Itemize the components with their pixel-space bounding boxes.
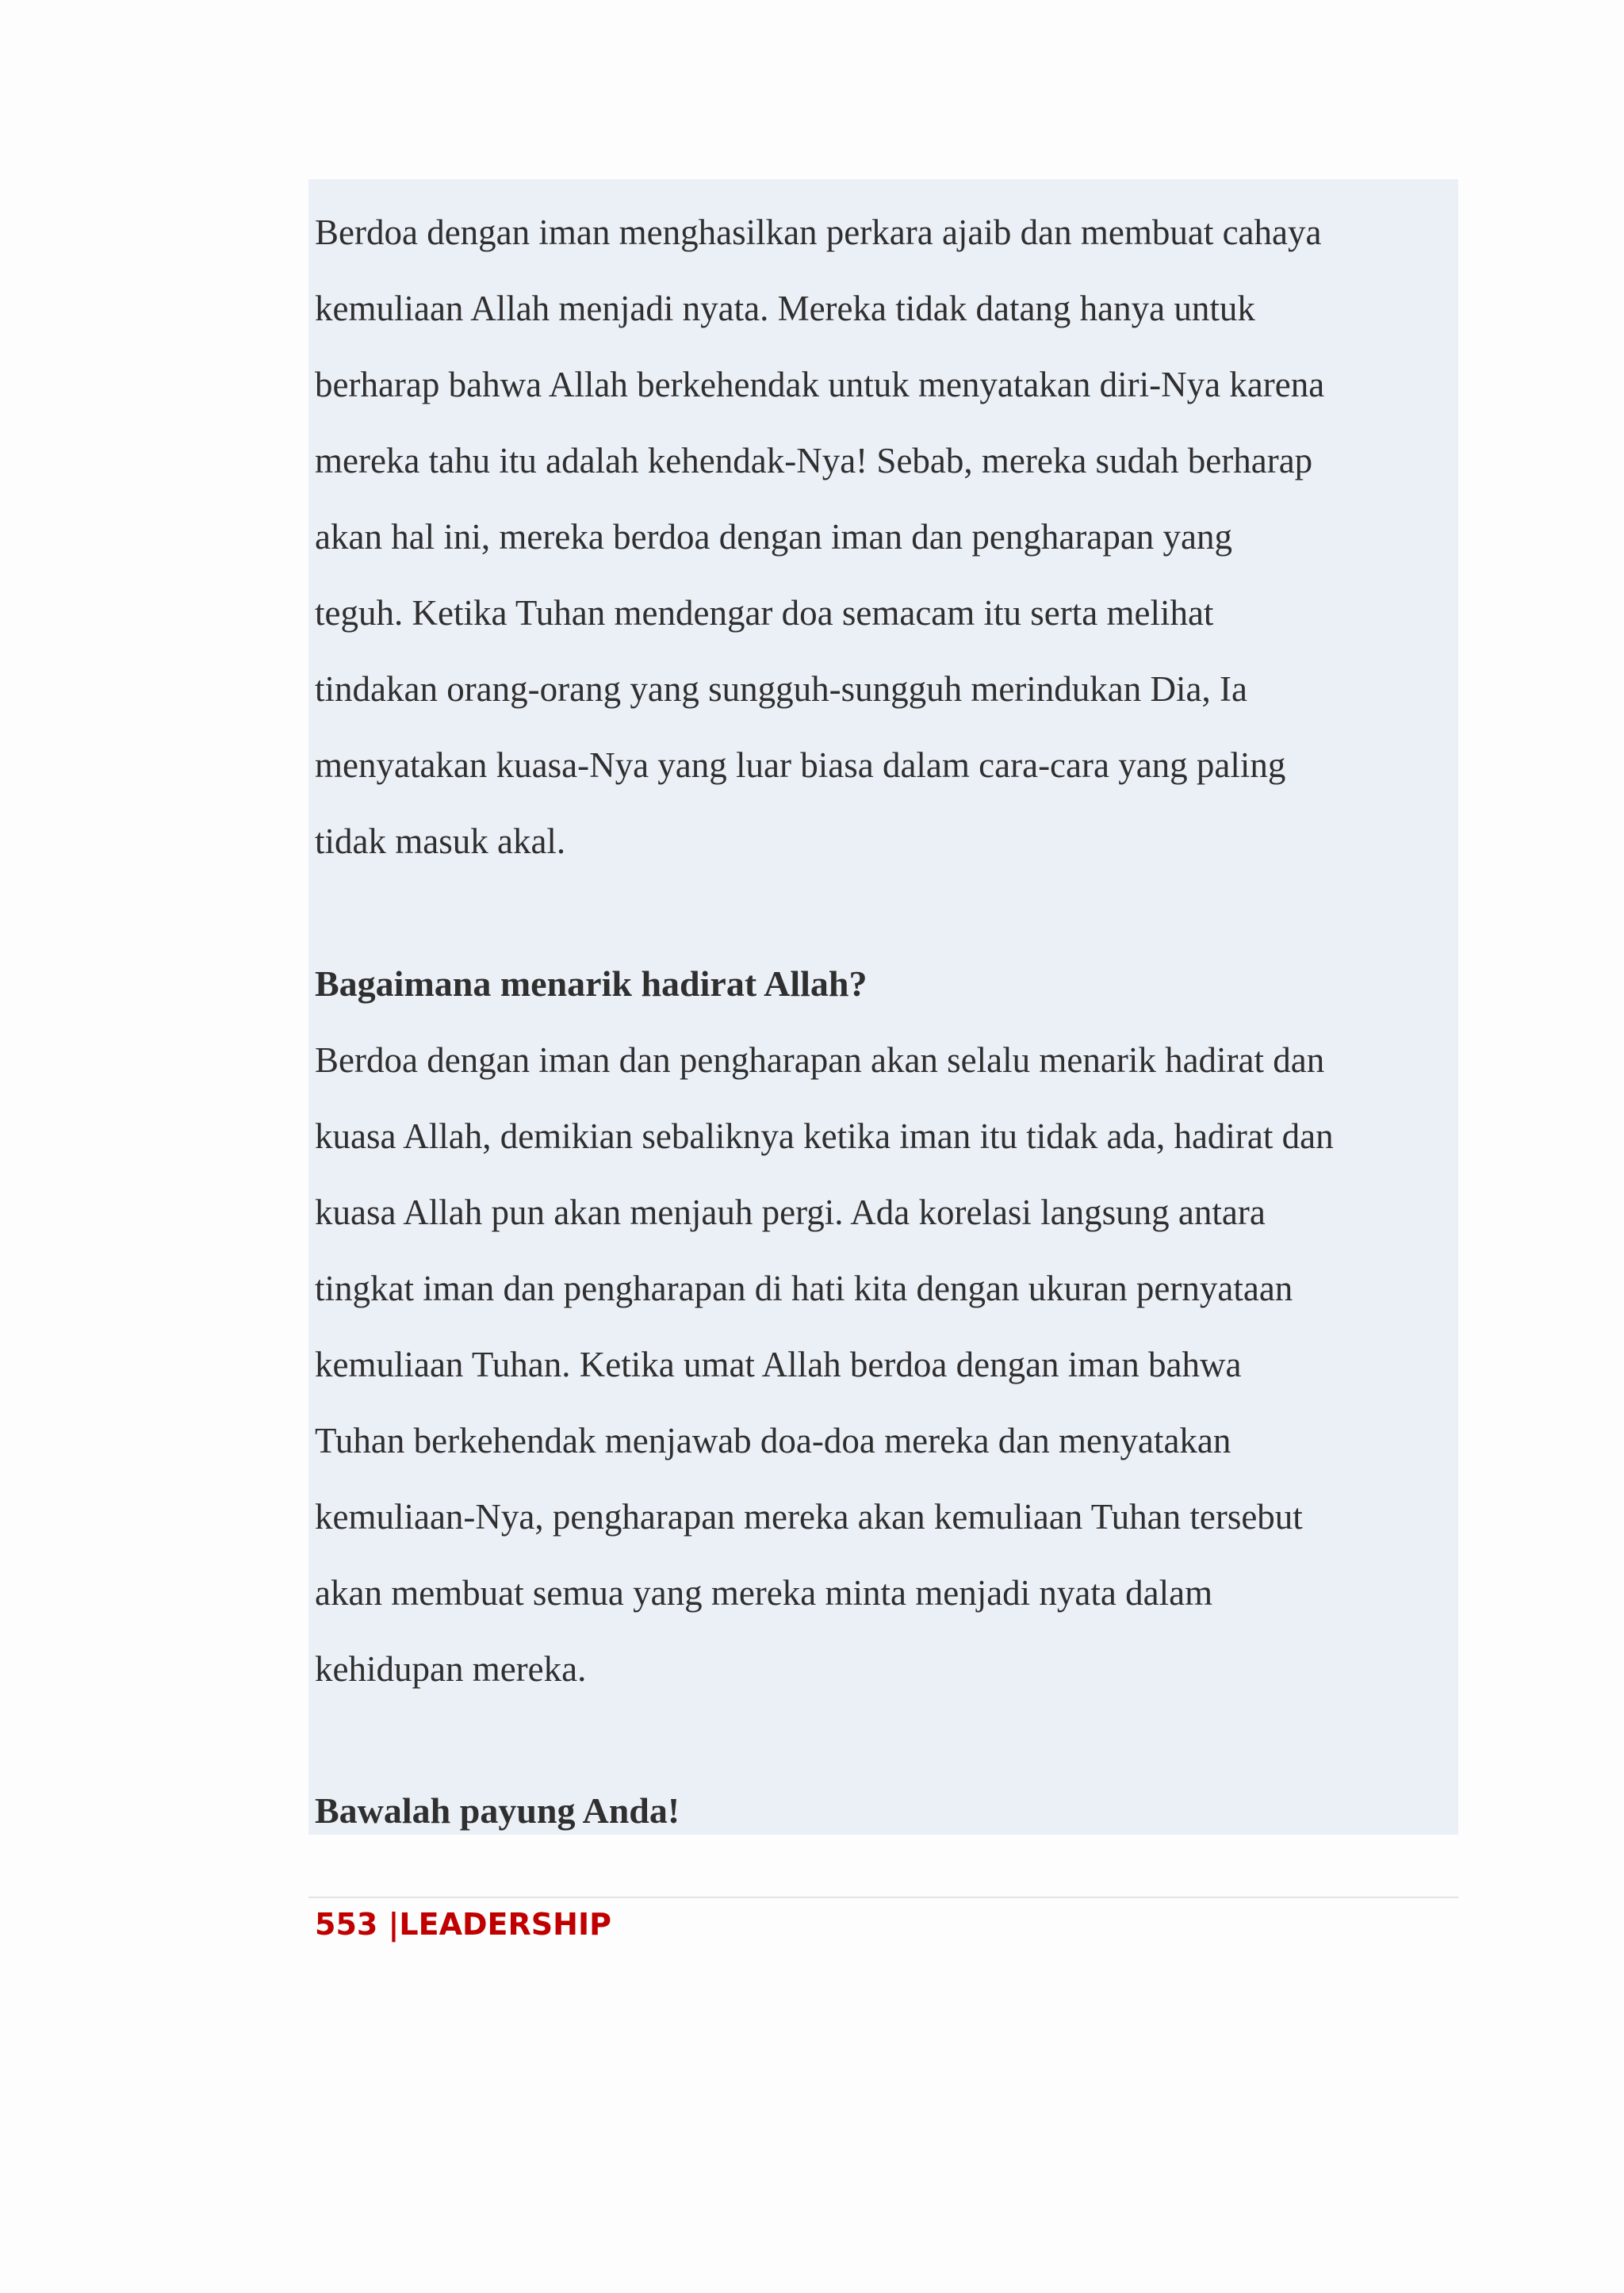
paragraph-line: kehidupan mereka. (315, 1649, 587, 1689)
paragraph-line: Berdoa dengan iman dan pengharapan akan selalu menarik hadirat dan (315, 1040, 1325, 1080)
paragraph-2 (315, 1022, 1334, 1707)
paragraph-line: kemuliaan-Nya, pengharapan mereka akan kemuliaan Tuhan tersebut (315, 1497, 1303, 1537)
paragraph-line: berharap bahwa Allah berkehendak untuk menyatakan diri-Nya karena (315, 365, 1325, 404)
paragraph-line: mereka tahu itu adalah kehendak-Nya! Sebab, mereka sudah berharap (315, 441, 1313, 480)
section-heading-text: Bagaimana menarik hadirat Allah? (315, 963, 868, 1004)
paragraph-line: kuasa Allah, demikian sebaliknya ketika iman itu tidak ada, hadirat dan (315, 1116, 1334, 1156)
page-footer: 553 |LEADERSHIP (315, 1907, 611, 1942)
paragraph-line: akan hal ini, mereka berdoa dengan iman dan pengharapan yang (315, 517, 1233, 557)
paragraph-line: tindakan orang-orang yang sungguh-sungguh merindukan Dia, Ia (315, 669, 1247, 709)
paragraph-line: tidak masuk akal. (315, 821, 566, 861)
paragraph-line: Berdoa dengan iman menghasilkan perkara ajaib dan membuat cahaya (315, 212, 1322, 252)
paragraph-line: teguh. Ketika Tuhan mendengar doa semacam itu serta melihat (315, 593, 1214, 633)
final-heading (315, 1773, 680, 1849)
paragraph-line: Tuhan berkehendak menjawab doa-doa mereka dan menyatakan (315, 1421, 1231, 1460)
paragraph-line: akan membuat semua yang mereka minta menjadi nyata dalam (315, 1573, 1213, 1613)
paragraph-line: kemuliaan Allah menjadi nyata. Mereka tidak datang hanya untuk (315, 289, 1255, 328)
paragraph-line: menyatakan kuasa-Nya yang luar biasa dalam cara-cara yang paling (315, 745, 1286, 785)
paragraph-line: kemuliaan Tuhan. Ketika umat Allah berdoa dengan iman bahwa (315, 1345, 1242, 1384)
final-heading-text: Bawalah payung Anda! (315, 1790, 680, 1831)
paragraph-line: tingkat iman dan pengharapan di hati kita dengan ukuran pernyataan (315, 1269, 1293, 1308)
paragraph-1 (315, 194, 1324, 879)
paragraph-line: kuasa Allah pun akan menjauh pergi. Ada korelasi langsung antara (315, 1192, 1266, 1232)
section-heading (315, 946, 867, 1022)
footer-divider (308, 1897, 1458, 1898)
